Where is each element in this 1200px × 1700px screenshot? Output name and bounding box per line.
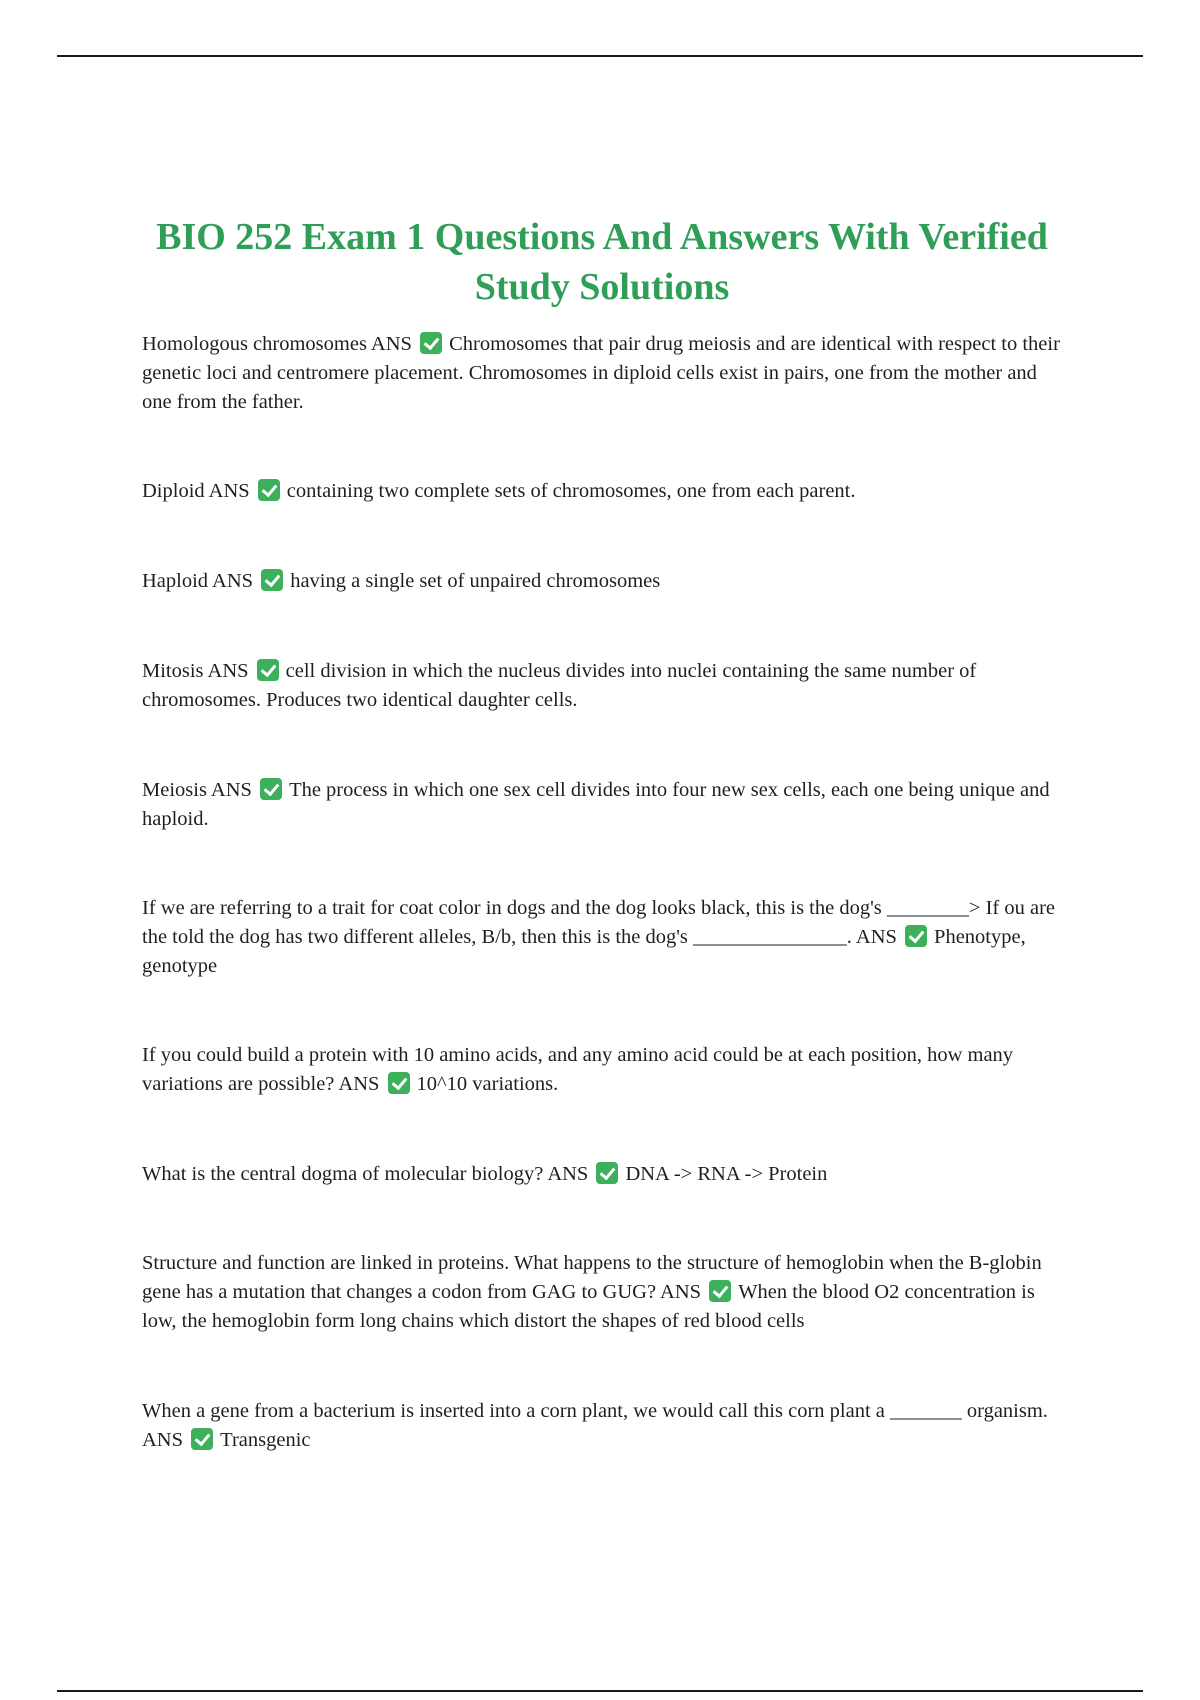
answer-text: DNA -> RNA -> Protein [625,1163,828,1185]
question-text: When a gene from a bacterium is inserted into a corn plant, we would call this corn plant a _______ organism. ANS [142,1400,1048,1451]
question-text: Structure and function are linked in proteins. What happens to the structure of hemoglobin when the B-globin gene has a mutation that changes a codon from GAG to GUG? ANS [142,1252,1042,1303]
top-rule [57,55,1143,57]
check-mark-icon [420,332,442,354]
check-mark-icon [261,569,283,591]
question-text: Mitosis ANS [142,660,254,682]
qa-entry [142,567,1064,596]
question-text: Meiosis ANS [142,779,258,801]
bottom-rule [57,1690,1143,1692]
answer-text: cell division in which the nucleus divides into nuclei containing the same number of chromosomes. Produces two identical daughter cells. [142,660,977,711]
qa-entry [142,1397,1064,1455]
qa-entry [142,894,1064,981]
answer-text: having a single set of unpaired chromosomes [290,570,661,592]
question-text: Homologous chromosomes ANS [142,333,418,355]
check-mark-icon [260,778,282,800]
question-text: If we are referring to a trait for coat color in dogs and the dog looks black, this is the dog's ________> If ou are the told the dog has two different alleles, B/b, then this is the dog's _______________. ANS [142,897,1056,948]
question-text: What is the central dogma of molecular biology? ANS [142,1163,594,1185]
check-mark-icon [388,1072,410,1094]
qa-entry [142,1249,1064,1336]
answer-text: 10^10 variations. [416,1073,559,1095]
question-text: If you could build a protein with 10 amino acids, and any amino acid could be at each position, how many variations are possible? ANS [142,1044,1014,1095]
check-mark-icon [191,1428,213,1450]
check-mark-icon [257,659,279,681]
check-mark-icon [709,1280,731,1302]
check-mark-icon [596,1162,618,1184]
qa-entry [142,1041,1064,1099]
question-text: Haploid ANS [142,570,259,592]
qa-entry [142,477,1064,506]
check-mark-icon [905,925,927,947]
qa-entry [142,776,1064,834]
question-text: Diploid ANS [142,480,255,502]
answer-text: Phenotype, genotype [142,926,1026,977]
qa-list [142,330,1064,1515]
answer-text: containing two complete sets of chromosomes, one from each parent. [286,480,856,502]
document-title: BIO 252 Exam 1 Questions And Answers With Verified Study Solutions [156,216,1048,308]
answer-text: The process in which one sex cell divides into four new sex cells, each one being unique and haploid. [142,779,1050,830]
answer-text: Transgenic [220,1429,311,1451]
qa-entry [142,1160,1064,1189]
answer-text: Chromosomes that pair drug meiosis and are identical with respect to their genetic loci and centromere placement. Chromosomes in diploid cells exist in pairs, one from the mother and one from the father. [142,333,1060,413]
qa-entry [142,657,1064,715]
qa-entry [142,330,1064,417]
answer-text: When the blood O2 concentration is low, the hemoglobin form long chains which distort the shapes of red blood cells [142,1281,1035,1332]
check-mark-icon [258,479,280,501]
